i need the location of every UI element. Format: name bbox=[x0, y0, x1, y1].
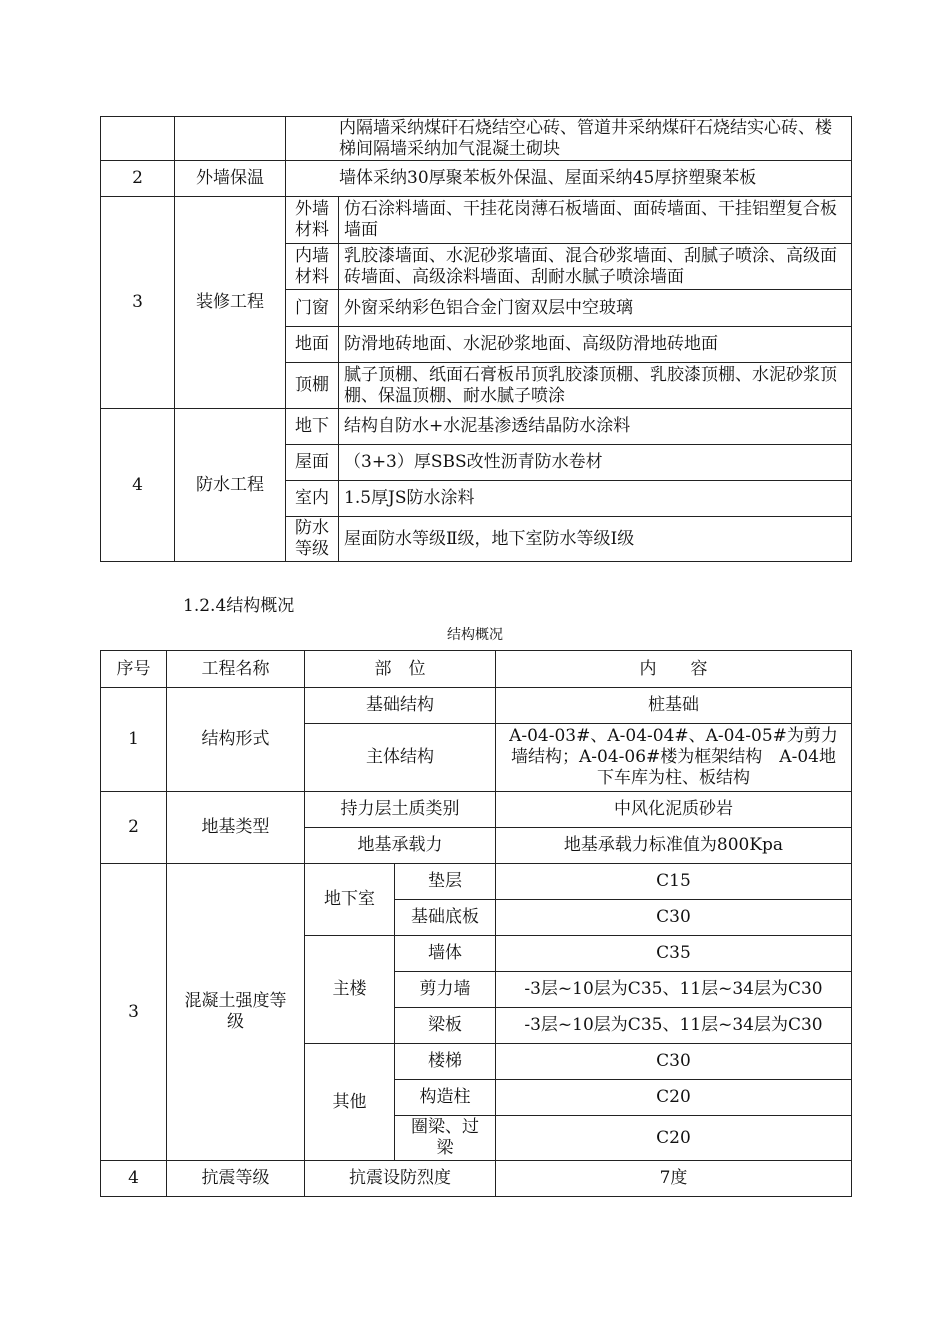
concrete-sub-label: 基础底板 bbox=[395, 900, 496, 936]
concrete-sub-label: 墙体 bbox=[395, 936, 496, 972]
concrete-grade: C30 bbox=[496, 1044, 852, 1080]
row-name: 抗震等级 bbox=[167, 1161, 305, 1197]
table1-row-no: 3 bbox=[101, 197, 175, 409]
table1-wall-material-content: 内隔墙采纳煤矸石烧结空心砖、管道井采纳煤矸石烧结实心砖、楼梯间隔墙采纳加气混凝土砌块 bbox=[286, 117, 852, 161]
concrete-grade: -3层~10层为C35、11层~34层为C30 bbox=[496, 972, 852, 1008]
concrete-sub-label: 垫层 bbox=[395, 864, 496, 900]
table1-part-label: 门窗 bbox=[286, 290, 339, 327]
row-part: 基础结构 bbox=[305, 688, 496, 724]
table1-cell-empty-no bbox=[101, 117, 175, 161]
table1-part-label: 地面 bbox=[286, 327, 339, 363]
concrete-grade: C20 bbox=[496, 1080, 852, 1116]
header-no: 序号 bbox=[101, 651, 167, 688]
row-part: 持力层土质类别 bbox=[305, 792, 496, 828]
row-no: 1 bbox=[101, 688, 167, 792]
table1-part-label: 地下 bbox=[286, 409, 339, 445]
concrete-grade: C20 bbox=[496, 1116, 852, 1161]
table1-part-label: 防水等级 bbox=[286, 517, 339, 562]
concrete-sub-label: 楼梯 bbox=[395, 1044, 496, 1080]
table1-item-name: 防水工程 bbox=[175, 409, 286, 562]
table1-content: 防滑地砖地面、水泥砂浆地面、高级防滑地砖地面 bbox=[339, 327, 852, 363]
header-part: 部 位 bbox=[305, 651, 496, 688]
table1-content: 结构自防水+水泥基渗透结晶防水涂料 bbox=[339, 409, 852, 445]
row-no: 4 bbox=[101, 1161, 167, 1197]
table1-row-no: 2 bbox=[101, 161, 175, 197]
row-no: 2 bbox=[101, 792, 167, 864]
concrete-grade: -3层~10层为C35、11层~34层为C30 bbox=[496, 1008, 852, 1044]
building-table-continued bbox=[100, 116, 852, 562]
row-content: 地基承载力标准值为800Kpa bbox=[496, 828, 852, 864]
table1-part-label: 内墙材料 bbox=[286, 244, 339, 290]
row-part: 主体结构 bbox=[305, 724, 496, 792]
table1-item-name: 外墙保温 bbox=[175, 161, 286, 197]
concrete-sub-label: 梁板 bbox=[395, 1008, 496, 1044]
row-content: 桩基础 bbox=[496, 688, 852, 724]
structure-table bbox=[100, 650, 852, 1197]
table1-content: 仿石涂料墙面、干挂花岗薄石板墙面、面砖墙面、干挂铝塑复合板墙面 bbox=[339, 197, 852, 244]
concrete-sub-label: 剪力墙 bbox=[395, 972, 496, 1008]
concrete-grade: C35 bbox=[496, 936, 852, 972]
table1-content: 屋面防水等级Ⅱ级，地下室防水等级Ⅰ级 bbox=[339, 517, 852, 562]
table1-content: 腻子顶棚、纸面石膏板吊顶乳胶漆顶棚、乳胶漆顶棚、水泥砂浆顶棚、保温顶棚、耐水腻子喷涂 bbox=[339, 363, 852, 409]
table1-cell-empty-item bbox=[175, 117, 286, 161]
table1-row-no: 4 bbox=[101, 409, 175, 562]
table1-item-name: 装修工程 bbox=[175, 197, 286, 409]
table1-content: （3+3）厚SBS改性沥青防水卷材 bbox=[339, 445, 852, 481]
concrete-group-label: 其他 bbox=[305, 1044, 395, 1161]
row-name: 混凝土强度等级 bbox=[167, 864, 305, 1161]
table1-content: 1.5厚JS防水涂料 bbox=[339, 481, 852, 517]
row-content: 中风化泥质砂岩 bbox=[496, 792, 852, 828]
section-heading: 1.2.4结构概况 bbox=[183, 596, 295, 616]
concrete-sub-label: 构造柱 bbox=[395, 1080, 496, 1116]
table1-content: 乳胶漆墙面、水泥砂浆墙面、混合砂浆墙面、刮腻子喷涂、高级面砖墙面、高级涂料墙面、刮耐水腻子喷涂墙面 bbox=[339, 244, 852, 290]
table-caption: 结构概况 bbox=[447, 627, 503, 643]
table1-part-label: 外墙材料 bbox=[286, 197, 339, 244]
concrete-group-label: 地下室 bbox=[305, 864, 395, 936]
row-part: 地基承载力 bbox=[305, 828, 496, 864]
header-content: 内 容 bbox=[496, 651, 852, 688]
table1-content: 外窗采纳彩色铝合金门窗双层中空玻璃 bbox=[339, 290, 852, 327]
concrete-grade: C15 bbox=[496, 864, 852, 900]
row-part: 抗震设防烈度 bbox=[305, 1161, 496, 1197]
concrete-sub-label: 圈梁、过梁 bbox=[395, 1116, 496, 1161]
table1-part-label: 顶棚 bbox=[286, 363, 339, 409]
table1-part-label: 室内 bbox=[286, 481, 339, 517]
concrete-grade: C30 bbox=[496, 900, 852, 936]
row-content: A-04-03#、A-04-04#、A-04-05#为剪力墙结构；A-04-06#楼为框架结构 A-04地下车库为柱、板结构 bbox=[496, 724, 852, 792]
concrete-group-label: 主楼 bbox=[305, 936, 395, 1044]
header-name: 工程名称 bbox=[167, 651, 305, 688]
row-no: 3 bbox=[101, 864, 167, 1161]
table1-content: 墙体采纳30厚聚苯板外保温、屋面采纳45厚挤塑聚苯板 bbox=[286, 161, 852, 197]
row-name: 结构形式 bbox=[167, 688, 305, 792]
table1-part-label: 屋面 bbox=[286, 445, 339, 481]
row-content: 7度 bbox=[496, 1161, 852, 1197]
row-name: 地基类型 bbox=[167, 792, 305, 864]
